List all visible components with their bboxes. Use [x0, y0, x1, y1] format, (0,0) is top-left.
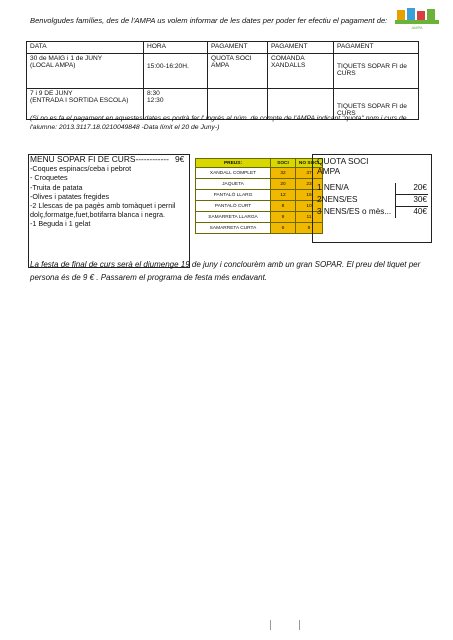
- item-name: SAMARRETA LLARGA: [196, 212, 271, 223]
- quota-title-line: AMPA: [317, 166, 341, 176]
- final-announcement: La festa de final de curs serà el diumenge 19 de juny i conclourèm amb un gran SOPAR. El preu del tiquet per persona és de 9 € . Passarem el programa de festa més endavant.: [30, 260, 421, 282]
- header-data: DATA: [27, 42, 144, 54]
- quota-label: 1 NEN/A: [317, 183, 349, 192]
- payment-xandalls-cell: COMANDA XANDALLS: [268, 54, 334, 89]
- header-pagament-3: PAGAMENT: [334, 42, 419, 54]
- menu-item: -Truita de patata: [30, 182, 83, 192]
- tiquets-value: TIQUETS SOPAR FI de CURS: [337, 63, 407, 77]
- quota-title: [317, 156, 369, 176]
- table-row: [316, 195, 428, 207]
- no-soci-price: 23: [296, 179, 323, 190]
- location-line: (ENTRADA I SORTIDA ESCOLA): [30, 97, 129, 104]
- header-pagament-2: PAGAMENT: [268, 42, 334, 54]
- table-header-row: [27, 42, 419, 54]
- table-row: [316, 207, 428, 219]
- no-soci-price: 15: [296, 190, 323, 201]
- table-row: [196, 223, 323, 234]
- quota-label: 3 NENS/ES o mès...: [317, 206, 392, 216]
- table-row: [196, 190, 323, 201]
- scan-mark: [299, 620, 300, 630]
- svg-text:AMPA: AMPA: [411, 25, 423, 30]
- time-value: 15:00-16:20H.: [147, 63, 189, 70]
- soci-price: 6: [271, 223, 296, 234]
- item-name: SAMARRETA CURTA: [196, 223, 271, 234]
- prices-header-no-soci: NO SOCI: [296, 159, 323, 168]
- time-value: 8:30: [147, 90, 160, 97]
- prices-header-soci: SOCI: [271, 159, 296, 168]
- table-row: [196, 212, 323, 223]
- item-name: JAQUETA: [196, 179, 271, 190]
- menu-item: - Croquetes: [30, 173, 68, 183]
- uniform-prices-table: [195, 158, 323, 234]
- payment-quota-cell: QUOTA SOCI AMPA: [208, 54, 268, 89]
- quota-amount: 20€: [396, 183, 429, 195]
- quota-title-line: QUOTA SOCI: [317, 156, 369, 166]
- tiquets-value: TIQUETS SOPAR FI de CURS: [337, 103, 407, 117]
- table-row: [27, 54, 419, 89]
- table-row: [196, 168, 323, 179]
- payment-note: (Si no es fa el pagament en aquestes dates es podrà fer l' ingrés al núm. de compte de l'AMPA indicant "quota" nom i curs de l'alumne: 2013.3117.18.0210049848 -Data límit el 20 de Juny-): [30, 115, 407, 131]
- soci-price: 9: [271, 212, 296, 223]
- menu-price: 9€: [174, 154, 185, 164]
- payment-tiquets-cell: [334, 54, 419, 89]
- menu-title-line: [30, 155, 188, 164]
- intro-text: Benvolgudes famílies, des de l'AMPA us volem informar de les dates per poder fer efectiu el pagament de:: [30, 16, 388, 25]
- no-soci-price: 9: [296, 223, 323, 234]
- quota-amount: 30€: [396, 195, 429, 207]
- scan-mark: [270, 620, 271, 630]
- quota-table: [316, 183, 428, 218]
- menu-title: MENU SOPAR FI DE CURS------------: [30, 154, 169, 164]
- payment-dates-table: [26, 41, 419, 120]
- item-name: PANTALÓ LLARG: [196, 190, 271, 201]
- quota-amount: 40€: [396, 207, 429, 219]
- soci-price: 32: [271, 168, 296, 179]
- date-cell: [27, 54, 144, 89]
- no-soci-price: 37: [296, 168, 323, 179]
- header-pagament-1: PAGAMENT: [208, 42, 268, 54]
- no-soci-price: 11: [296, 212, 323, 223]
- table-row: [196, 201, 323, 212]
- menu-list: [30, 155, 188, 229]
- menu-item: -Coques espinacs/ceba i pebrot: [30, 164, 132, 174]
- menu-item: -1 Beguda i 1 gelat: [30, 219, 91, 229]
- item-name: PANTALÓ CURT: [196, 201, 271, 212]
- time-value: 12:30: [147, 97, 164, 104]
- table-row: [316, 183, 428, 195]
- header-hora: HORA: [144, 42, 208, 54]
- menu-item: -2 Llescas de pa pagès amb tomàquet i pernil dolç,formatge,fuet,botifarra blanca i negra.: [30, 201, 176, 220]
- item-name: XANDALL COMPLET: [196, 168, 271, 179]
- time-cell: [144, 54, 208, 89]
- soci-price: 12: [271, 190, 296, 201]
- no-soci-price: 10: [296, 201, 323, 212]
- prices-header-row: [196, 159, 323, 168]
- date-line: 30 de MAIG i 1 de JUNY: [30, 55, 103, 62]
- date-line: 7 i 9 DE JUNY: [30, 90, 73, 97]
- prices-header-label: PREUS:: [196, 159, 271, 168]
- soci-price: 20: [271, 179, 296, 190]
- soci-price: 8: [271, 201, 296, 212]
- menu-item: -Olives i patates fregides: [30, 191, 110, 201]
- location-line: (LOCAL AMPA): [30, 62, 76, 69]
- quota-label: 2NENS/ES: [317, 194, 358, 204]
- table-row: [196, 179, 323, 190]
